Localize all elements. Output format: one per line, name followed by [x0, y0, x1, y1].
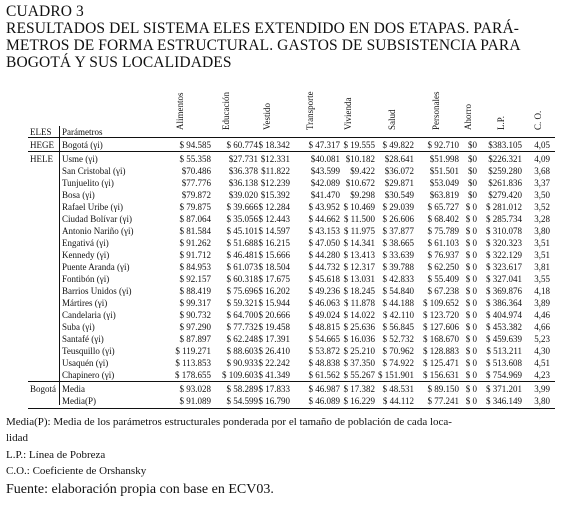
table-cell: $70.486: [181, 166, 211, 176]
column-header: [530, 88, 546, 140]
table-cell: $ 17.382: [343, 384, 375, 394]
table-cell: $ 16.215: [258, 238, 290, 248]
column-header: [428, 88, 444, 140]
table-cell: $ 0: [465, 298, 477, 308]
table-cell: $226.321: [488, 154, 522, 164]
table-cell: $ 0: [465, 396, 477, 406]
table-cell: $ 67.238: [427, 286, 459, 296]
table-cell: $ 39.666: [226, 202, 258, 212]
table-cell: $ 0: [465, 202, 477, 212]
table-cell: $ 156.631: [423, 370, 459, 380]
table-cell: $ 62.250: [427, 262, 459, 272]
table-cell: $ 54.665: [308, 334, 340, 344]
hege-rule: [28, 151, 555, 152]
table-cell: $ 41.349: [258, 370, 290, 380]
table-cell: $ 44.188: [382, 298, 414, 308]
table-cell: $9.422: [350, 166, 375, 176]
table-cell: $ 49.236: [308, 286, 340, 296]
table-cell: $29.871: [384, 178, 414, 188]
table-cell: $ 35.056: [226, 214, 258, 224]
table-cell: $ 51.688: [226, 238, 258, 248]
table-cell: $ 60.774: [226, 140, 258, 150]
group-divider: [59, 126, 60, 405]
table-cell: $ 46.481: [226, 250, 258, 260]
table-cell: 5,23: [534, 334, 550, 344]
table-cell: $ 42.110: [382, 310, 414, 320]
table-number: CUADRO 3: [6, 3, 84, 20]
table-cell: $51.998: [429, 154, 459, 164]
row-name: Santafé (γi): [62, 334, 104, 344]
table-cell: $ 62.248: [226, 334, 258, 344]
table-cell: $ 13.413: [343, 250, 375, 260]
column-header-label: Vestido: [262, 103, 272, 130]
table-cell: $ 16.229: [343, 396, 375, 406]
table-cell: $ 58.289: [226, 384, 258, 394]
table-cell: $ 39.788: [382, 262, 414, 272]
table-cell: $ 386.364: [486, 298, 522, 308]
table-cell: $ 49.822: [382, 140, 414, 150]
table-cell: $ 49.024: [308, 310, 340, 320]
table-cell: 3,51: [534, 238, 550, 248]
row-name: Candelaria (γi): [62, 310, 116, 320]
table-cell: $12.239: [260, 178, 290, 188]
table-cell: $ 26.606: [382, 214, 414, 224]
row-name: Puente Aranda (γi): [62, 262, 130, 272]
table-cell: $ 12.443: [258, 214, 290, 224]
table-cell: 3,68: [534, 166, 550, 176]
table-cell: 4,66: [534, 322, 550, 332]
table-cell: 4,18: [534, 286, 550, 296]
table-cell: $ 11.975: [343, 226, 375, 236]
table-cell: $ 91.262: [179, 238, 211, 248]
table-cell: $ 119.271: [175, 346, 211, 356]
table-title: [6, 3, 521, 71]
column-header: [302, 88, 318, 140]
table-cell: 3,80: [534, 226, 550, 236]
table-cell: $28.641: [384, 154, 414, 164]
table-cell: 3,80: [534, 396, 550, 406]
row-name: Engativá (γi): [62, 238, 109, 248]
table-cell: $ 459.639: [486, 334, 522, 344]
column-header-label: Alimentos: [175, 92, 185, 130]
table-cell: $ 88.419: [179, 286, 211, 296]
table-cell: $ 151.901: [378, 370, 414, 380]
table-cell: $ 65.727: [427, 202, 459, 212]
note-co: C.O.: Coeficiente de Orshansky: [6, 465, 147, 477]
table-cell: $ 0: [465, 214, 477, 224]
table-cell: $ 168.670: [423, 334, 459, 344]
table-cell: $259.280: [488, 166, 522, 176]
table-cell: $ 48.838: [308, 358, 340, 368]
table-cell: $279.420: [488, 190, 522, 200]
table-cell: $77.776: [181, 178, 211, 188]
table-cell: $ 55.267: [343, 370, 375, 380]
table-cell: $ 47.050: [308, 238, 340, 248]
table-cell: 4,30: [534, 346, 550, 356]
table-cell: $ 14.341: [343, 238, 375, 248]
table-cell: $ 61.562: [308, 370, 340, 380]
table-cell: $ 16.036: [343, 334, 375, 344]
row-name: Media(P): [62, 396, 96, 406]
table-cell: $ 60.318: [226, 274, 258, 284]
table-cell: $ 0: [465, 322, 477, 332]
table-cell: $ 0: [465, 238, 477, 248]
table-cell: $ 513.211: [486, 346, 522, 356]
table-cell: $27.731: [228, 154, 258, 164]
table-cell: $ 56.845: [382, 322, 414, 332]
table-cell: $63.819: [429, 190, 459, 200]
table-cell: $ 10.469: [343, 202, 375, 212]
row-group-label: HELE: [30, 154, 53, 164]
table-cell: $ 75.789: [427, 226, 459, 236]
row-name: Kennedy (γi): [62, 250, 110, 260]
row-name: Bosa (γi): [62, 190, 95, 200]
parameters-header: Parámetros: [62, 127, 103, 137]
title-line: METROS DE FORMA ESTRUCTURAL. GASTOS DE SUBSISTENCIA PARA: [6, 37, 521, 54]
row-name: Mártires (γi): [62, 298, 108, 308]
table-cell: $ 94.585: [179, 140, 211, 150]
table-cell: $ 26.410: [258, 346, 290, 356]
table-cell: $ 18.342: [258, 140, 290, 150]
table-cell: $ 19.458: [258, 322, 290, 332]
row-name: Rafael Uribe (γi): [62, 202, 123, 212]
table-cell: 3,99: [534, 384, 550, 394]
table-cell: $ 43.153: [308, 226, 340, 236]
table-cell: $ 22.242: [258, 358, 290, 368]
table-cell: $ 323.617: [486, 262, 522, 272]
table-cell: 3,37: [534, 178, 550, 188]
table-cell: $ 14.597: [258, 226, 290, 236]
table-cell: $ 0: [465, 384, 477, 394]
row-name: Bogotá (γi): [62, 140, 103, 150]
table-cell: $ 48.815: [308, 322, 340, 332]
table-cell: $ 346.149: [486, 396, 522, 406]
note-line: lidad: [6, 432, 28, 444]
table-cell: $ 15.944: [258, 298, 290, 308]
table-cell: $42.089: [310, 178, 340, 188]
table-cell: $10.182: [345, 154, 375, 164]
table-cell: $0: [468, 166, 477, 176]
table-cell: 3,89: [534, 298, 550, 308]
table-cell: $ 87.064: [179, 214, 211, 224]
table-cell: $ 0: [465, 226, 477, 236]
table-cell: $ 285.734: [486, 214, 522, 224]
table-cell: $ 37.877: [382, 226, 414, 236]
table-cell: $ 52.732: [382, 334, 414, 344]
row-name: San Cristobal (γi): [62, 166, 126, 176]
table-cell: $ 281.012: [486, 202, 522, 212]
table-cell: $0: [468, 178, 477, 188]
row-name: Tunjuelito (γi): [62, 178, 114, 188]
table-cell: $ 11.500: [343, 214, 375, 224]
row-group-label: Bogotá: [30, 384, 56, 394]
table-cell: $ 25.636: [343, 322, 375, 332]
table-cell: $ 44.280: [308, 250, 340, 260]
table-cell: $ 93.028: [179, 384, 211, 394]
table-cell: $ 0: [465, 358, 477, 368]
table-cell: $ 15.666: [258, 250, 290, 260]
table-cell: 3,81: [534, 262, 550, 272]
table-cell: $ 61.103: [427, 238, 459, 248]
table-cell: $ 13.031: [343, 274, 375, 284]
table-cell: $ 92.710: [427, 140, 459, 150]
table-cell: $79.872: [181, 190, 211, 200]
column-header: [172, 88, 188, 140]
table-cell: $0: [468, 154, 477, 164]
bottom-rule: [28, 408, 555, 409]
table-cell: $ 81.584: [179, 226, 211, 236]
table-cell: $ 369.876: [486, 286, 522, 296]
table-cell: $ 54.599: [226, 396, 258, 406]
table-cell: $ 404.974: [486, 310, 522, 320]
table-cell: $ 0: [465, 370, 477, 380]
row-name: Suba (γi): [62, 322, 95, 332]
table-cell: $11.822: [261, 166, 290, 176]
table-cell: $ 91.089: [179, 396, 211, 406]
table-cell: $ 123.720: [423, 310, 459, 320]
table-cell: $36.378: [228, 166, 258, 176]
table-cell: $ 11.878: [343, 298, 375, 308]
table-cell: $36.138: [228, 178, 258, 188]
table-cell: $ 74.922: [382, 358, 414, 368]
table-cell: $ 55.409: [427, 274, 459, 284]
table-cell: $ 61.073: [226, 262, 258, 272]
row-name: Antonio Nariño (γi): [62, 226, 134, 236]
table-cell: $ 0: [465, 286, 477, 296]
column-header: [384, 88, 400, 140]
table-cell: $ 113.853: [175, 358, 211, 368]
table-cell: $ 87.897: [179, 334, 211, 344]
table-cell: $ 68.402: [427, 214, 459, 224]
table-cell: $ 37.350: [343, 358, 375, 368]
table-cell: $ 43.952: [308, 202, 340, 212]
table-cell: 4,05: [534, 140, 550, 150]
row-name: Teusquillo (γi): [62, 346, 115, 356]
column-header-label: Transporte: [305, 91, 315, 130]
table-cell: $ 55.358: [179, 154, 211, 164]
table-cell: 3,52: [534, 202, 550, 212]
source-note: Fuente: elaboración propia con base en ECV03.: [6, 482, 274, 497]
table-cell: $261.836: [488, 178, 522, 188]
table-cell: $30.549: [384, 190, 414, 200]
table-cell: $ 0: [465, 262, 477, 272]
column-header-label: L.P.: [496, 115, 506, 130]
table-cell: $ 20.666: [258, 310, 290, 320]
column-header: [340, 88, 356, 140]
table-cell: $ 0: [465, 334, 477, 344]
table-cell: $ 109.603: [222, 370, 258, 380]
table-cell: $ 38.665: [382, 238, 414, 248]
table-cell: $ 97.290: [179, 322, 211, 332]
table-cell: $ 46.987: [308, 384, 340, 394]
table-cell: $ 53.872: [308, 346, 340, 356]
row-name: Media: [62, 384, 85, 394]
table-cell: $ 17.833: [258, 384, 290, 394]
table-cell: $ 29.039: [382, 202, 414, 212]
row-name: Usme (γi): [62, 154, 98, 164]
table-cell: $12.331: [260, 154, 290, 164]
table-cell: $ 54.840: [382, 286, 414, 296]
table-cell: $ 320.323: [486, 238, 522, 248]
table-cell: $ 46.063: [308, 298, 340, 308]
column-header-label: Ahorro: [463, 104, 473, 130]
table-cell: $ 125.471: [423, 358, 459, 368]
table-cell: $ 44.662: [308, 214, 340, 224]
table-cell: $ 59.321: [226, 298, 258, 308]
column-header-label: Educación: [221, 92, 231, 130]
column-header-label: C. O.: [533, 110, 543, 130]
table-cell: $ 76.937: [427, 250, 459, 260]
row-name: Fontibón (γi): [62, 274, 110, 284]
table-cell: $ 16.202: [258, 286, 290, 296]
table-cell: $ 109.652: [423, 298, 459, 308]
table-cell: $ 45.618: [308, 274, 340, 284]
column-header: [218, 88, 234, 140]
table-cell: $10.672: [345, 178, 375, 188]
table-cell: $ 46.089: [308, 396, 340, 406]
note-lp: L.P.: Línea de Pobreza: [6, 449, 106, 461]
table-cell: $ 16.790: [258, 396, 290, 406]
column-header-label: Vivienda: [343, 97, 353, 130]
table-cell: $ 18.504: [258, 262, 290, 272]
row-name: Usaquén (γi): [62, 358, 109, 368]
column-header: [460, 88, 476, 140]
table-cell: $ 754.969: [486, 370, 522, 380]
table-cell: $51.501: [429, 166, 459, 176]
table-cell: $40.081: [310, 154, 340, 164]
table-cell: $43.599: [310, 166, 340, 176]
table-cell: $ 33.639: [382, 250, 414, 260]
table-cell: $ 17.675: [258, 274, 290, 284]
eles-header: ELES: [30, 127, 52, 137]
table-cell: $ 0: [465, 274, 477, 284]
table-cell: $0: [468, 190, 477, 200]
table-cell: 4,09: [534, 154, 550, 164]
table-cell: $ 88.603: [226, 346, 258, 356]
table-cell: $ 89.150: [427, 384, 459, 394]
table-cell: $ 90.732: [179, 310, 211, 320]
table-cell: $ 178.655: [175, 370, 211, 380]
table-cell: $ 77.241: [427, 396, 459, 406]
column-header-label: Personales: [431, 91, 441, 130]
row-name: Chapinero (γi): [62, 370, 115, 380]
table-cell: $ 0: [465, 250, 477, 260]
table-cell: 4,46: [534, 310, 550, 320]
table-cell: $ 453.382: [486, 322, 522, 332]
title-line: BOGOTÁ Y SUS LOCALIDADES: [6, 54, 232, 71]
row-group-label: HEGE: [30, 140, 54, 150]
table-cell: $ 48.531: [382, 384, 414, 394]
table-cell: 3,28: [534, 214, 550, 224]
summary-rule: [28, 381, 555, 382]
table-cell: 3,55: [534, 274, 550, 284]
table-cell: $ 70.962: [382, 346, 414, 356]
table-cell: $ 45.101: [226, 226, 258, 236]
table-cell: $ 18.245: [343, 286, 375, 296]
table-cell: $ 75.696: [226, 286, 258, 296]
column-header: [259, 88, 275, 140]
table-cell: $ 99.317: [179, 298, 211, 308]
table-cell: $ 127.606: [423, 322, 459, 332]
table-cell: $ 0: [465, 346, 477, 356]
table-cell: $ 90.933: [226, 358, 258, 368]
row-name: Ciudad Bolívar (γi): [62, 214, 132, 224]
table-cell: $ 14.022: [343, 310, 375, 320]
table-cell: $9.298: [350, 190, 375, 200]
table-cell: $ 17.391: [258, 334, 290, 344]
table-cell: $ 12.317: [343, 262, 375, 272]
note-line: Media(P): Media de los parámetros estructurales ponderada por el tamaño de población de cada loca-: [6, 416, 452, 428]
table-cell: 4,51: [534, 358, 550, 368]
table-cell: 3,50: [534, 190, 550, 200]
table-cell: $383.105: [488, 140, 522, 150]
table-cell: $ 371.201: [486, 384, 522, 394]
table-cell: $ 19.555: [343, 140, 375, 150]
table-cell: $ 310.078: [486, 226, 522, 236]
table-cell: $ 47.317: [308, 140, 340, 150]
table-cell: $ 12.284: [258, 202, 290, 212]
table-cell: $ 322.129: [486, 250, 522, 260]
table-cell: $53.049: [429, 178, 459, 188]
column-header: [493, 88, 509, 140]
table-cell: $ 84.953: [179, 262, 211, 272]
column-header-label: Salud: [387, 109, 397, 130]
table-cell: $ 79.875: [179, 202, 211, 212]
table-cell: $ 128.883: [423, 346, 459, 356]
row-name: Barrios Unidos (γi): [62, 286, 132, 296]
table-cell: $36.072: [384, 166, 414, 176]
table-cell: $ 327.041: [486, 274, 522, 284]
top-rule: [28, 137, 555, 138]
table-cell: $ 44.732: [308, 262, 340, 272]
title-line: RESULTADOS DEL SISTEMA ELES EXTENDIDO EN DOS ETAPAS. PARÁ-: [6, 20, 519, 37]
table-cell: $ 25.210: [343, 346, 375, 356]
table-cell: 3,51: [534, 250, 550, 260]
table-cell: $ 44.112: [382, 396, 414, 406]
table-cell: $ 64.700: [226, 310, 258, 320]
note-media-p: [6, 414, 452, 446]
table-cell: $15.392: [260, 190, 290, 200]
table-cell: $ 513.608: [486, 358, 522, 368]
table-cell: $ 77.732: [226, 322, 258, 332]
table-cell: 4,23: [534, 370, 550, 380]
table-cell: $ 0: [465, 310, 477, 320]
table-cell: $ 42.833: [382, 274, 414, 284]
table-cell: $41.470: [310, 190, 340, 200]
table-cell: $0: [468, 140, 477, 150]
table-cell: $ 91.712: [179, 250, 211, 260]
table-cell: $39.020: [228, 190, 258, 200]
table-cell: $ 92.157: [179, 274, 211, 284]
